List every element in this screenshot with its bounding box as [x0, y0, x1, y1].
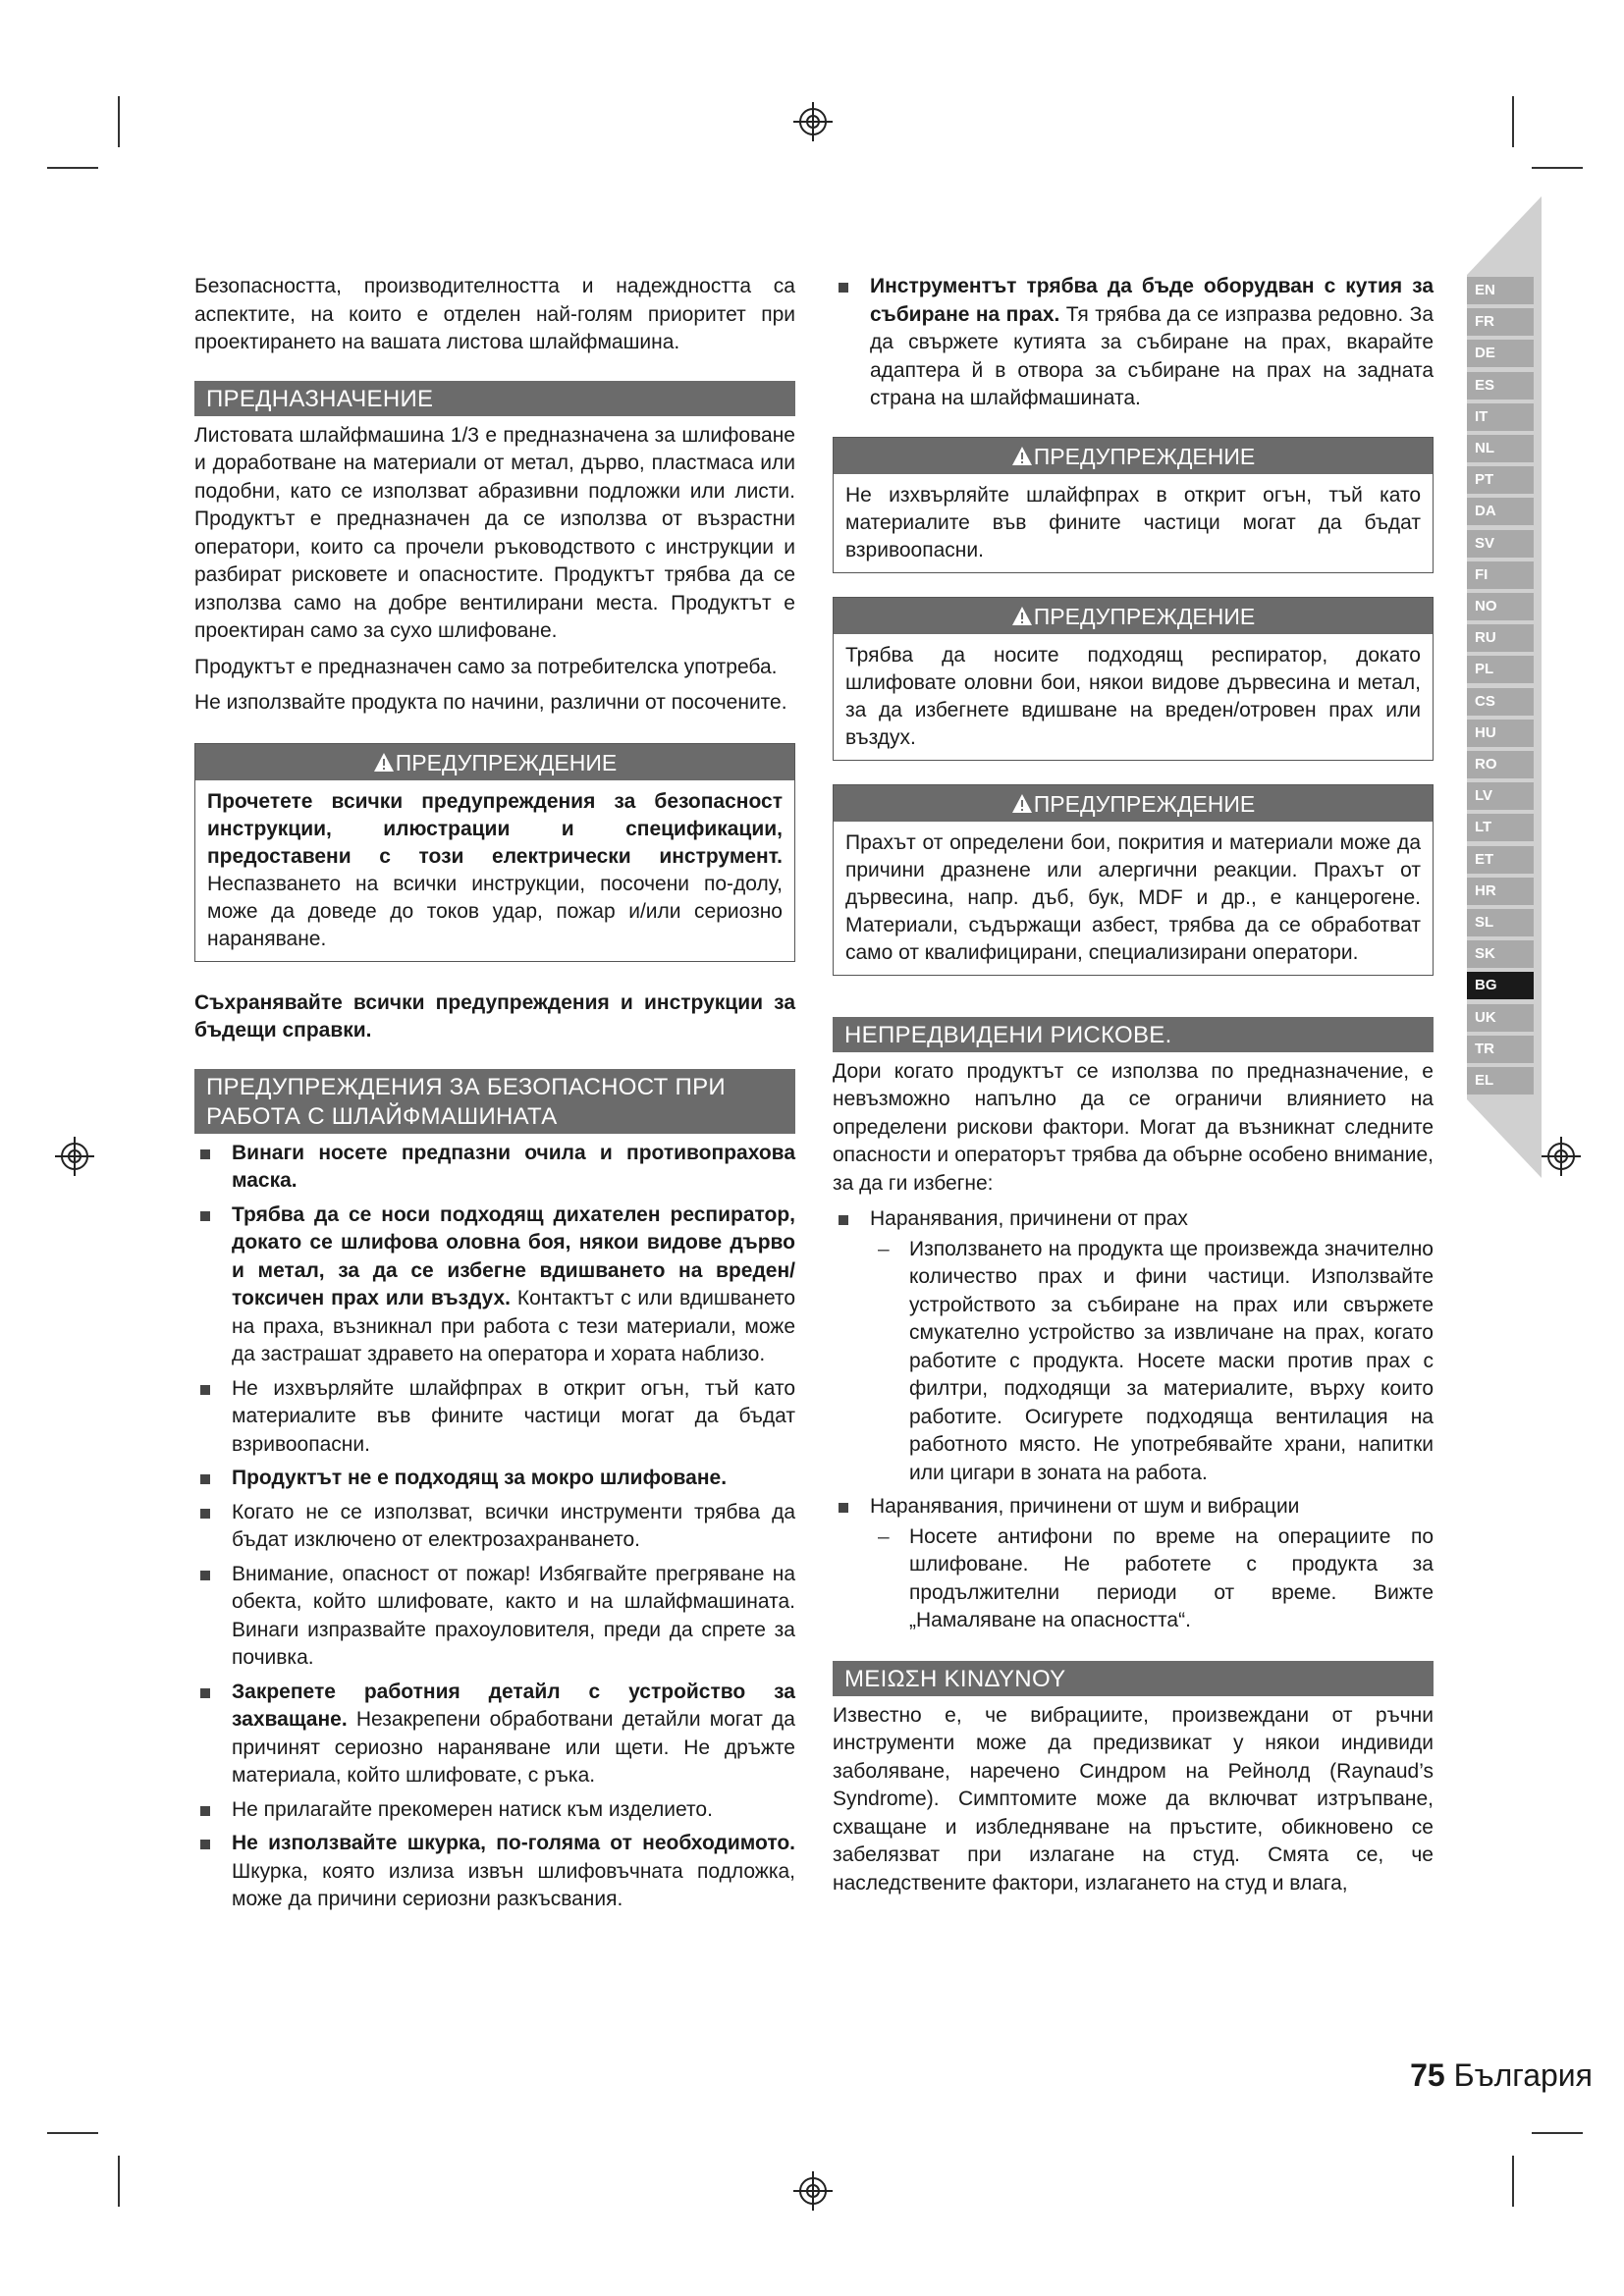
reduction-heading: ΜΕΙΩΣΗ ΚΙΝΔΥΝΟΥ	[833, 1661, 1434, 1696]
language-tab-cs[interactable]: CS	[1467, 688, 1534, 716]
language-tab-tr[interactable]: TR	[1467, 1036, 1534, 1063]
item-bold: Инструментът трябва да бъде оборудван с кутия за събиране на прах.	[870, 275, 1434, 326]
language-tab-lt[interactable]: LT	[1467, 814, 1534, 841]
language-tab-sk[interactable]: SK	[1467, 940, 1534, 968]
warning-header	[834, 438, 1433, 474]
warning-body	[195, 780, 794, 961]
warning-body: Трябва да носите подходящ респиратор, докато шлифовате оловни бои, някои видове дървесина и метал, за да избегнете вдишване на вреден/отровен прах или въздух.	[845, 643, 1421, 749]
crop-mark	[118, 2156, 120, 2207]
crop-mark	[47, 2132, 98, 2134]
list-item	[833, 273, 1434, 413]
warning-box	[833, 784, 1434, 976]
sub-list	[870, 1236, 1434, 1488]
language-tab-et[interactable]: ET	[1467, 846, 1534, 874]
page-footer	[1410, 2057, 1593, 2094]
language-tab-el[interactable]: EL	[1467, 1067, 1534, 1095]
language-tab-es[interactable]: ES	[1467, 372, 1534, 400]
item-text: Наранявания, причинени от шум и вибрации	[870, 1495, 1300, 1518]
list-item	[194, 1140, 795, 1196]
language-tab-uk[interactable]: UK	[1467, 1004, 1534, 1032]
language-tab-pt[interactable]: PT	[1467, 466, 1534, 494]
warning-heading: ПРЕДУПРЕЖДЕНИЕ	[1033, 790, 1256, 817]
registration-mark-icon	[793, 2171, 833, 2211]
right-column	[833, 273, 1434, 1905]
item-bold: Продуктът не е подходящ за мокро шлифоване.	[232, 1467, 728, 1489]
item-bold: Винаги носете предпазни очила и противопрахова маска.	[232, 1141, 795, 1192]
intro-paragraph: Безопасността, производителността и надеждността са аспектите, на които е отделен най-голям приоритет при проектирането на вашата листова шлайфмашина.	[194, 275, 795, 353]
risks-intro: Дори когато продуктът се използва по предназначение, е невъзможно напълно да се ограничи влиянието на определени рискови фактори. Могат да възникнат следните опасности и операторът трябва да обърне особено внимание, за да ги избегне:	[833, 1059, 1434, 1195]
crop-mark	[1532, 2132, 1583, 2134]
risks-heading: НЕПРЕДВИДЕНИ РИСКОВЕ.	[833, 1017, 1434, 1052]
list-item	[194, 1796, 795, 1825]
warning-header	[834, 785, 1433, 822]
purpose-paragraph: Продуктът е предназначен само за потребителска употреба.	[194, 655, 778, 678]
registration-mark-icon	[1542, 1137, 1581, 1176]
sub-list-item: – Използването на продукта ще произвежда значително количество прах и фини частици. Използвайте устройството за събиране на прах или свържете смукателно устройство за извличане на прах, когато работите с продукта. Носете маски против прах с филтри, подходящи за материалите, върху които работите. Осигурете подходяща вентилация на работното място. Не употребявайте храни, напитки или цигари в зоната на работа.	[870, 1236, 1434, 1488]
item-bold: Трябва да се носи подходящ дихателен респиратор, докато се шлифова оловна боя, някои видове дърво и метал, за да се избегне вдишването на вреден/токсичен прах или въздух.	[232, 1202, 795, 1309]
language-tab-sl[interactable]: SL	[1467, 909, 1534, 936]
warning-body: Прахът от определени бои, покрития и материали може да причини дразнене или алергични реакции. Прахът от дървесина, напр. дъб, бук, MDF и др., е канцерогене. Материали, съдържащи азбест, трябва да се обработват само от квалифицирани, специализирани оператори.	[845, 830, 1421, 964]
item-bold: Закрепете работния детайл с устройство за захващане.	[232, 1680, 795, 1731]
list-item	[194, 1679, 795, 1790]
warning-text: Неспазването на всички инструкции, посочени по-долу, може да доведе до токов удар, пожар и/или сериозно нараняване.	[207, 872, 783, 950]
language-tab-de[interactable]: DE	[1467, 340, 1534, 367]
language-tab-ro[interactable]: RO	[1467, 751, 1534, 778]
language-tab-en[interactable]: EN	[1467, 277, 1534, 304]
item-bold: Не използвайте шкурка, по-голяма от необходимото.	[232, 1832, 795, 1854]
list-item	[833, 1493, 1434, 1635]
language-tab-fi[interactable]: FI	[1467, 561, 1534, 589]
language-tab-hu[interactable]: HU	[1467, 720, 1534, 747]
crop-mark	[1532, 167, 1583, 169]
list-item	[194, 1465, 795, 1493]
language-tab-it[interactable]: IT	[1467, 403, 1534, 431]
list-item	[194, 1830, 795, 1914]
language-tab-lv[interactable]: LV	[1467, 782, 1534, 810]
crop-mark	[118, 96, 120, 147]
language-tab-bg[interactable]: BG	[1467, 972, 1534, 999]
list-item	[833, 1205, 1434, 1487]
crop-mark	[1512, 2156, 1514, 2207]
warning-triangle-icon	[1011, 606, 1033, 627]
warning-box	[833, 437, 1434, 573]
item-text: Наранявания, причинени от прах	[870, 1207, 1188, 1230]
warning-heading: ПРЕДУПРЕЖДЕНИЕ	[1033, 443, 1256, 469]
list-item	[194, 1201, 795, 1369]
sub-list-item: – Носете антифони по време на операциите по шлифоване. Не работете с продукта за продължителни периоди от време. Вижте „Намаляване на опасността“.	[870, 1523, 1434, 1635]
purpose-paragraph: Не използвайте продукта по начини, различни от посочените.	[194, 691, 787, 714]
purpose-heading: ПРЕДНАЗНАЧЕНИЕ	[194, 381, 795, 416]
warning-header	[834, 598, 1433, 634]
language-tab-no[interactable]: NO	[1467, 593, 1534, 620]
warning-heading: ПРЕДУПРЕЖДЕНИЕ	[1033, 603, 1256, 629]
page-number: 75	[1410, 2057, 1445, 2093]
crop-mark	[47, 167, 98, 169]
registration-mark-icon	[793, 102, 833, 141]
sub-list	[870, 1523, 1434, 1635]
safety-heading: ПРЕДУПРЕЖДЕНИЯ ЗА БЕЗОПАСНОСТ ПРИ РАБОТА С ШЛАЙФМАШИНАТА	[194, 1069, 795, 1134]
list-item	[194, 1375, 795, 1460]
safety-list-continued	[833, 273, 1434, 413]
warning-bold-text: Прочетете всички предупреждения за безопасност инструкции, илюстрации и спецификации, предоставени с този електрически инструмент.	[207, 789, 783, 868]
item-text: Не прилагайте прекомерен натиск към изделието.	[232, 1797, 713, 1821]
warning-body: Не изхвърляйте шлайфпрах в открит огън, тъй като материалите във фините частици могат да бъдат взривоопасни.	[845, 483, 1421, 561]
reduction-paragraph: Известно е, че вибрациите, произвеждани от ръчни инструменти може да предизвикат у някои индивиди заболяване, наречено Синдром на Рейнолд (Raynaud’s Syndrome). Симптомите може да включват изтръпване, схващане и избледняване на пръстите, обикновено се забелязват при излагане на студ. Смята се, че наследствените фактори, излагането на студ и влага,	[833, 1703, 1434, 1895]
purpose-paragraph: Листовата шлайфмашина 1/3 е предназначена за шлифоване и доработване на материали от метал, дърво, пластмаса или подобни, като се използват абразивни подложки или листи. Продуктът е предназначен да се използва от възрастни оператори, които са прочели ръководството с инструкции и разбират рисковете и опасностите. Продуктът трябва да се използва само на добре вентилирани места. Продуктът е проектиран само за сухо шлифоване.	[194, 423, 795, 642]
list-item	[194, 1499, 795, 1555]
item-text: Не изхвърляйте шлайфпрах в открит огън, тъй като материалите във фините частици могат да бъдат взривоопасни.	[232, 1376, 795, 1456]
language-tab-pl[interactable]: PL	[1467, 656, 1534, 683]
item-text: Тя трябва да се изпразва редовно. За да свържете кутията за събиране на прах, вкарайте адаптера й в отвора за събиране на прах на задната страна на шлайфмашината.	[870, 302, 1434, 409]
safety-list	[194, 1140, 795, 1914]
language-tab-sv[interactable]: SV	[1467, 530, 1534, 558]
warning-header	[195, 744, 794, 780]
crop-mark	[1512, 96, 1514, 147]
item-text: Внимание, опасност от пожар! Избягвайте прегряване на обекта, който шлифовате, както и на шлайфмашината. Винаги изпразвайте прахоуловителя, преди да спрете за почивка.	[232, 1562, 795, 1669]
language-tab-fr[interactable]: FR	[1467, 308, 1534, 336]
warning-box	[833, 597, 1434, 761]
item-text: Когато не се използват, всички инструменти трябва да бъдат изключено от електрозахранването.	[232, 1500, 795, 1551]
keep-instructions: Съхранявайте всички предупреждения и инструкции за бъдещи справки.	[194, 990, 795, 1041]
item-text: Незакрепени обработвани детайли могат да причинят сериозно нараняване или щети. Не дръжте материала, който шлифовате, с ръка.	[232, 1708, 795, 1787]
language-tab-da[interactable]: DA	[1467, 498, 1534, 525]
warning-triangle-icon	[1011, 446, 1033, 467]
warning-triangle-icon	[373, 752, 395, 774]
warning-box	[194, 743, 795, 962]
item-text: Шкурка, която излиза извън шлифовъчната подложка, може да причини сериозни разкъсвания.	[232, 1859, 795, 1910]
warning-heading: ПРЕДУПРЕЖДЕНИЕ	[395, 749, 618, 775]
footer-language: България	[1453, 2057, 1593, 2093]
item-text: Контактът с или вдишването на праха, възникнал при работа с тези материали, може да застрашат здравето на оператора и хората наблизо.	[232, 1287, 795, 1365]
registration-mark-icon	[55, 1137, 94, 1176]
left-column	[194, 273, 795, 1920]
list-item	[194, 1561, 795, 1673]
language-tab-nl[interactable]: NL	[1467, 435, 1534, 462]
language-tabs	[1457, 196, 1543, 1178]
language-tab-ru[interactable]: RU	[1467, 624, 1534, 652]
risks-list	[833, 1205, 1434, 1635]
language-tab-hr[interactable]: HR	[1467, 878, 1534, 905]
warning-triangle-icon	[1011, 793, 1033, 815]
